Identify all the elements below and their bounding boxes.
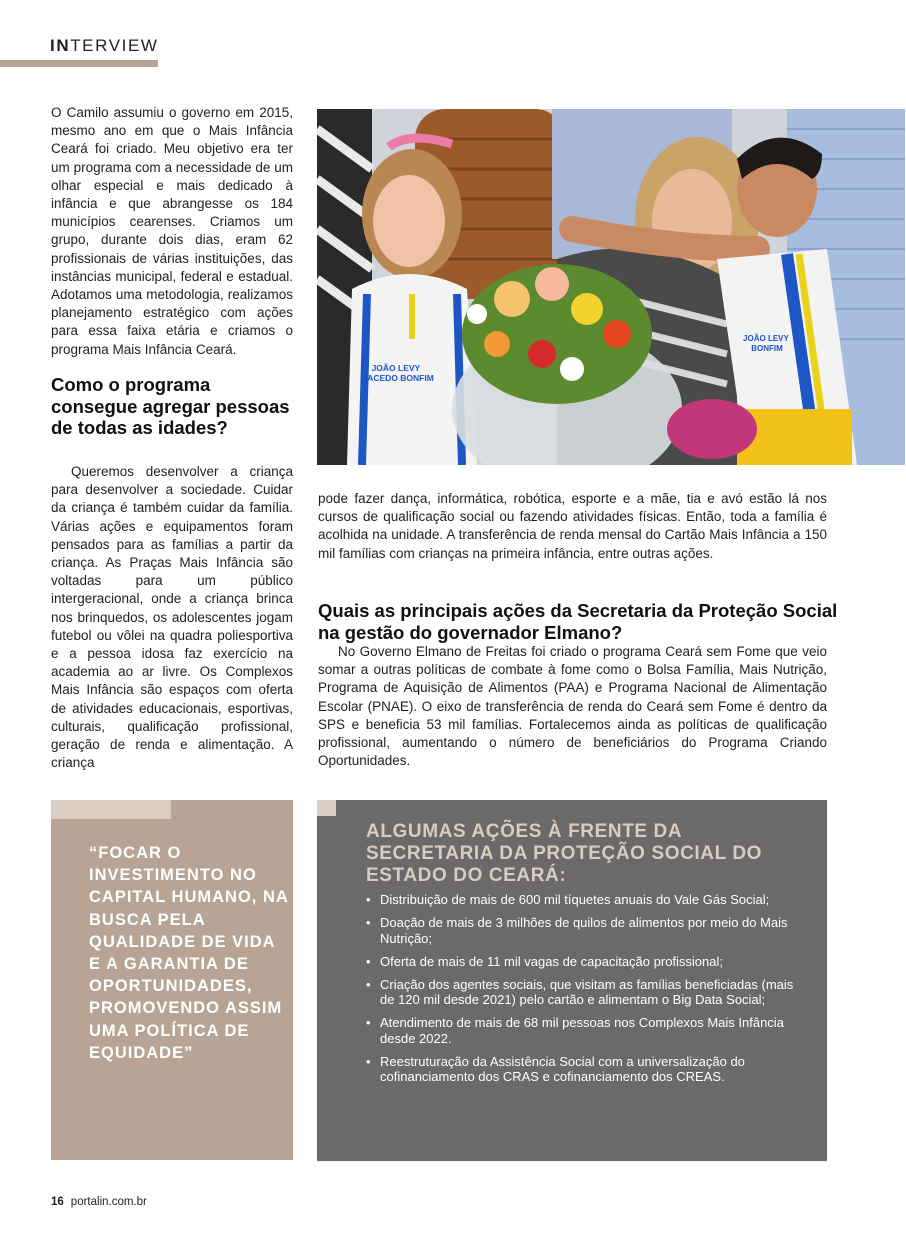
section-label-rest: TERVIEW — [70, 36, 159, 55]
shirt-text-right-line2: BONFIM — [751, 344, 783, 353]
question-2-heading: Quais as principais ações da Secretaria da Proteção Social na gestão do governador Elmano? — [318, 600, 838, 643]
facts-box-title: ALGUMAS AÇÕES À FRENTE DA SECRETARIA DA PROTEÇÃO SOCIAL DO ESTADO DO CEARÁ: — [366, 821, 763, 886]
section-rule — [0, 60, 158, 67]
facts-list-item: • Criação dos agentes sociais, que visitam as famílias beneficiadas (mais de 120 mil desde 2021) pelo cartão e alimentam o Big Data Social; — [366, 977, 796, 1008]
photo-illustration — [317, 109, 905, 465]
shirt-text-right-line1: JOÃO LEVY — [743, 334, 789, 343]
answer-1-right-paragraph: pode fazer dança, informática, robótica, esporte e a mãe, tia e avó estão lá nos cursos de qualificação social ou fazendo atividades físicas. Então, toda a família é acolhida na unidade. A transferência de renda mensal do Cartão Mais Infância a 150 mil famílias com crianças na primeira infância, entre outras ações. — [318, 491, 827, 561]
facts-box-tab — [317, 800, 336, 816]
answer-1-left-paragraph: Queremos desenvolver a criança para desenvolver a sociedade. Cuidar da criança é também cuidar da família. Várias ações e equipamentos foram pensados para as famílias a partir da criança. As Praças Mais Infância são voltadas para um público intergeracional, onde a criança brinca nos brinquedos, os adolescentes jogam futebol ou vôlei na quadra poliesportiva e a pessoa idosa faz exercício na academia ao ar livre. Os Complexos Mais Infância são espaços com oferta de atividades educacionais, esportivas, culturais, qualificação profissional, geração de renda e alimentação. A criança — [51, 464, 293, 771]
facts-list — [366, 892, 796, 1092]
section-label — [50, 36, 159, 56]
intro-paragraph: O Camilo assumiu o governo em 2015, mesmo ano em que o Mais Infância Ceará foi criado. Meu objetivo era ter um programa com a necessidade de um olhar especial e mais dedicado à infância e que abrangesse os 184 municípios cearenses. Criamos um grupo, durante dois dias, eram 62 profissionais de várias instituições, das instâncias municipal, federal e estadual. Adotamos uma metodologia, realizamos planejamento estratégico com ações para essa faixa etária e criamos o programa Mais Infância Ceará. — [51, 105, 293, 357]
facts-list-item: • Doação de mais de 3 milhões de quilos de alimentos por meio do Mais Nutrição; — [366, 915, 796, 946]
facts-list-item: • Oferta de mais de 11 mil vagas de capacitação profissional; — [366, 954, 796, 970]
shirt-text-left-line1: JOÃO LEVY — [371, 363, 421, 373]
pull-quote-tab — [51, 800, 171, 819]
shirt-text-left-line2: MACEDO BONFIM — [360, 373, 434, 383]
facts-list-item: • Distribuição de mais de 600 mil tíquetes anuais do Vale Gás Social; — [366, 892, 796, 908]
question-1-heading: Como o programa consegue agregar pessoas de todas as idades? — [51, 374, 290, 438]
facts-list-item: • Reestruturação da Assistência Social com a universalização do cofinanciamento dos CRAS e cofinanciamento dos CREAS. — [366, 1054, 796, 1085]
pull-quote-text: “FOCAR O INVESTIMENTO NO CAPITAL HUMANO, NA BUSCA PELA QUALIDADE DE VIDA E A GARANTIA DE OPORTUNIDADES, PROMOVENDO ASSIM UMA POLÍTICA DE EQUIDADE” — [89, 844, 289, 1062]
facts-list-item: • Atendimento de mais de 68 mil pessoas nos Complexos Mais Infância desde 2022. — [366, 1015, 796, 1046]
answer-2-paragraph: No Governo Elmano de Freitas foi criado o programa Ceará sem Fome que veio somar a outras políticas de combate à fome como o Bolsa Família, Mais Nutrição, Programa de Aquisição de Alimentos (PAA) e Programa Nacional de Alimentação Escolar (PNAE). O eixo de transferência de renda do Ceará sem Fome é dentro da SPS e beneficia 53 mil famílias. Fortalecemos ainda as políticas de qualificação profissional, aumentando o número de beneficiários do Programa Criando Oportunidades. — [318, 644, 827, 769]
footer-site-link[interactable]: portalin.com.br — [70, 1196, 147, 1208]
page-number: 16 — [51, 1196, 64, 1208]
interview-photo — [317, 109, 905, 465]
page-footer — [51, 1196, 147, 1208]
section-label-bold: IN — [50, 36, 71, 55]
